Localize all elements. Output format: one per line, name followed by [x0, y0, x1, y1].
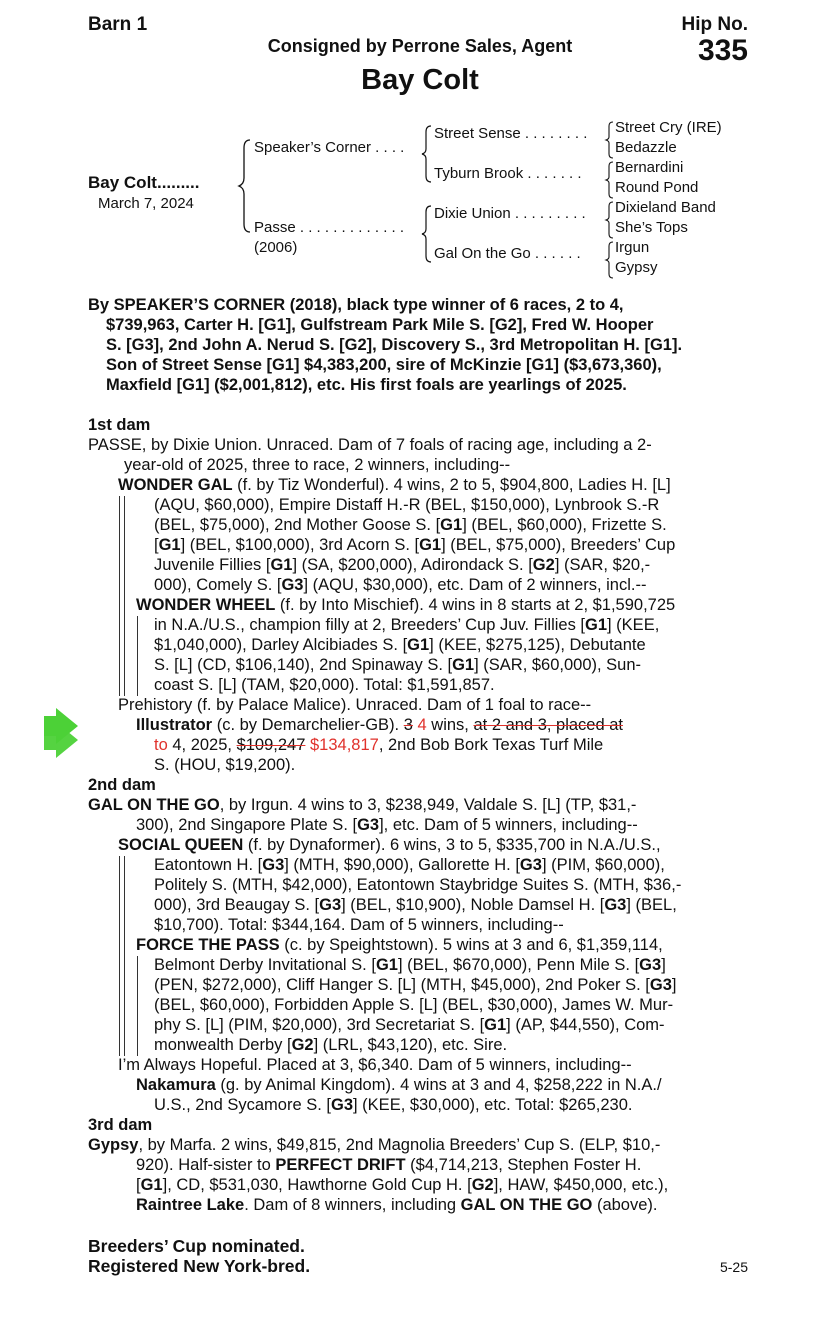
text-line: Juvenile Fillies [G1] (SA, $200,000), Adirondack S. [G2] (SAR, $20,-: [154, 556, 651, 574]
sire-name: Speaker’s Corner . . . .: [254, 139, 405, 156]
consignor: Consigned by Perrone Sales, Agent: [267, 36, 573, 56]
produce-line: I’m Always Hopeful. Placed at 3, $6,340. Dam of 5 winners, including--: [118, 1056, 632, 1074]
text-line: to 4, 2025, $109,247 $134,817, 2nd Bob Bork Texas Turf Mile: [154, 736, 604, 754]
text-line: S. [G3], 2nd John A. Nerud S. [G2], Discovery S., 3rd Metropolitan H. [G1].: [106, 336, 683, 354]
ancestor: Street Cry (IRE): [615, 119, 722, 136]
text-line: By SPEAKER’S CORNER (2018), black type winner of 6 races, 2 to 4,: [88, 296, 624, 314]
text-line: $10,700). Total: $344,164. Dam of 5 winners, including--: [154, 916, 564, 934]
text-line: Gypsy, by Marfa. 2 wins, $49,815, 2nd Magnolia Breeders’ Cup S. (ELP, $10,-: [88, 1136, 661, 1154]
text-line: $1,040,000), Darley Alcibiades S. [G1] (KEE, $275,125), Debutante: [154, 636, 646, 654]
text-line: [G1], CD, $531,030, Hawthorne Gold Cup H. [G2], HAW, $450,000, etc.),: [136, 1176, 669, 1194]
text-line: 920). Half-sister to PERFECT DRIFT ($4,714,213, Stephen Foster H.: [136, 1156, 642, 1174]
text-line: Son of Street Sense [G1] $4,383,200, sire of McKinzie [G1] ($3,673,360),: [106, 356, 662, 374]
hip-label: Hip No.: [681, 14, 748, 35]
text-line: monwealth Derby [G2] (LRL, $43,120), etc. Sire.: [154, 1036, 508, 1054]
text-line: GAL ON THE GO, by Irgun. 4 wins to 3, $238,949, Valdale S. [L] (TP, $31,-: [88, 796, 637, 814]
text-line: in N.A./U.S., champion filly at 2, Breeders’ Cup Juv. Fillies [G1] (KEE,: [154, 616, 660, 634]
text-line: Raintree Lake. Dam of 8 winners, including GAL ON THE GO (above).: [136, 1196, 658, 1214]
dam-year: (2006): [254, 239, 298, 256]
produce-line: Illustrator (c. by Demarchelier-GB). 3 4 wins, at 2 and 3, placed at: [136, 716, 623, 734]
sire-sire: Street Sense . . . . . . . .: [434, 125, 588, 142]
ancestor: Round Pond: [615, 179, 699, 196]
text-line: Eatontown H. [G3] (MTH, $90,000), Gallorette H. [G3] (PIM, $60,000),: [154, 856, 665, 874]
dam-brace-icon: [420, 204, 434, 264]
text-line: [G1] (BEL, $100,000), 3rd Acorn S. [G1] (BEL, $75,000), Breeders’ Cup: [154, 536, 676, 554]
text-line: U.S., 2nd Sycamore S. [G3] (KEE, $30,000), etc. Total: $265,230.: [154, 1096, 633, 1114]
section-heading: 2nd dam: [88, 776, 156, 794]
section-heading: 1st dam: [88, 416, 151, 434]
ancestor: Gypsy: [615, 259, 658, 276]
sire-brace-icon: [420, 124, 434, 184]
ancestor: Bedazzle: [615, 139, 677, 156]
indent-rule: [119, 856, 120, 1056]
produce-line: Nakamura (g. by Animal Kingdom). 4 wins at 3 and 4, $258,222 in N.A./: [136, 1076, 662, 1094]
page-title: Bay Colt: [361, 64, 479, 96]
footer-notes: [88, 1236, 310, 1276]
produce-line: WONDER GAL (f. by Tiz Wonderful). 4 wins, 2 to 5, $904,800, Ladies H. [L]: [118, 476, 671, 494]
text-line: (BEL, $75,000), 2nd Mother Goose S. [G1] (BEL, $60,000), Frizette S.: [154, 516, 667, 534]
colt-name: Bay Colt.........: [88, 173, 200, 192]
ancestor: Dixieland Band: [615, 199, 716, 216]
indent-rule: [119, 496, 120, 696]
update-arrow-icon: [42, 706, 80, 760]
indent-rule: [124, 496, 125, 696]
sire-dam: Tyburn Brook . . . . . . .: [434, 165, 582, 182]
ancestor: Irgun: [615, 239, 650, 256]
catalog-code: 5-25: [719, 1259, 748, 1275]
colt-brace-icon: [236, 138, 256, 234]
dam-sire: Dixie Union . . . . . . . . .: [434, 205, 586, 222]
indent-rule: [124, 856, 125, 1056]
text-line: 300), 2nd Singapore Plate S. [G3], etc. Dam of 5 winners, including--: [136, 816, 638, 834]
text-line: 000), 3rd Beaugay S. [G3] (BEL, $10,900), Noble Damsel H. [G3] (BEL,: [154, 896, 677, 914]
produce-line: Prehistory (f. by Palace Malice). Unraced. Dam of 1 foal to race--: [118, 696, 592, 714]
text-line: (BEL, $60,000), Forbidden Apple S. [L] (BEL, $30,000), James W. Mur-: [154, 996, 674, 1014]
produce-line: SOCIAL QUEEN (f. by Dynaformer). 6 wins, 3 to 5, $335,700 in N.A./U.S.,: [118, 836, 661, 854]
text-line: S. [L] (CD, $106,140), 2nd Spinaway S. [G1] (SAR, $60,000), Sun-: [154, 656, 642, 674]
text-line: (PEN, $272,000), Cliff Hanger S. [L] (MTH, $45,000), 2nd Poker S. [G3]: [154, 976, 677, 994]
ancestor: Bernardini: [615, 159, 684, 176]
text-line: Belmont Derby Invitational S. [G1] (BEL, $670,000), Penn Mile S. [G3]: [154, 956, 666, 974]
text-line: year-old of 2025, three to race, 2 winners, including--: [124, 456, 511, 474]
text-line: 000), Comely S. [G3] (AQU, $30,000), etc. Dam of 2 winners, incl.--: [154, 576, 647, 594]
dam-dam: Gal On the Go . . . . . .: [434, 245, 581, 262]
produce-line: WONDER WHEEL (f. by Into Mischief). 4 wins in 8 starts at 2, $1,590,725: [136, 596, 676, 614]
text-line: Maxfield [G1] ($2,001,812), etc. His first foals are yearlings of 2025.: [106, 376, 627, 394]
ancestor: She’s Tops: [615, 219, 688, 236]
section-heading: 3rd dam: [88, 1116, 153, 1134]
breeders-cup-note: Breeders’ Cup nominated.: [88, 1236, 305, 1256]
barn-label: Barn 1: [88, 14, 148, 35]
indent-rule: [137, 616, 138, 696]
text-line: coast S. [L] (TAM, $20,000). Total: $1,591,857.: [154, 676, 495, 694]
text-line: $739,963, Carter H. [G1], Gulfstream Park Mile S. [G2], Fred W. Hooper: [106, 316, 654, 334]
produce-line: FORCE THE PASS (c. by Speightstown). 5 wins at 3 and 6, $1,359,114,: [136, 936, 663, 954]
text-line: phy S. [L] (PIM, $20,000), 3rd Secretariat S. [G1] (AP, $44,550), Com-: [154, 1016, 665, 1034]
text-line: (AQU, $60,000), Empire Distaff H.-R (BEL, $150,000), Lynbrook S.-R: [154, 496, 660, 514]
registration-note: Registered New York-bred.: [88, 1256, 311, 1276]
dam-name: Passe . . . . . . . . . . . . .: [254, 219, 405, 236]
indent-rule: [137, 956, 138, 1056]
hip-number: 335: [697, 34, 748, 67]
text-line: PASSE, by Dixie Union. Unraced. Dam of 7 foals of racing age, including a 2-: [88, 436, 652, 454]
text-line: Politely S. (MTH, $42,000), Eatontown Staybridge Suites S. (MTH, $36,-: [154, 876, 682, 894]
text-line: S. (HOU, $19,200).: [154, 756, 296, 774]
foaling-date: March 7, 2024: [98, 195, 194, 212]
